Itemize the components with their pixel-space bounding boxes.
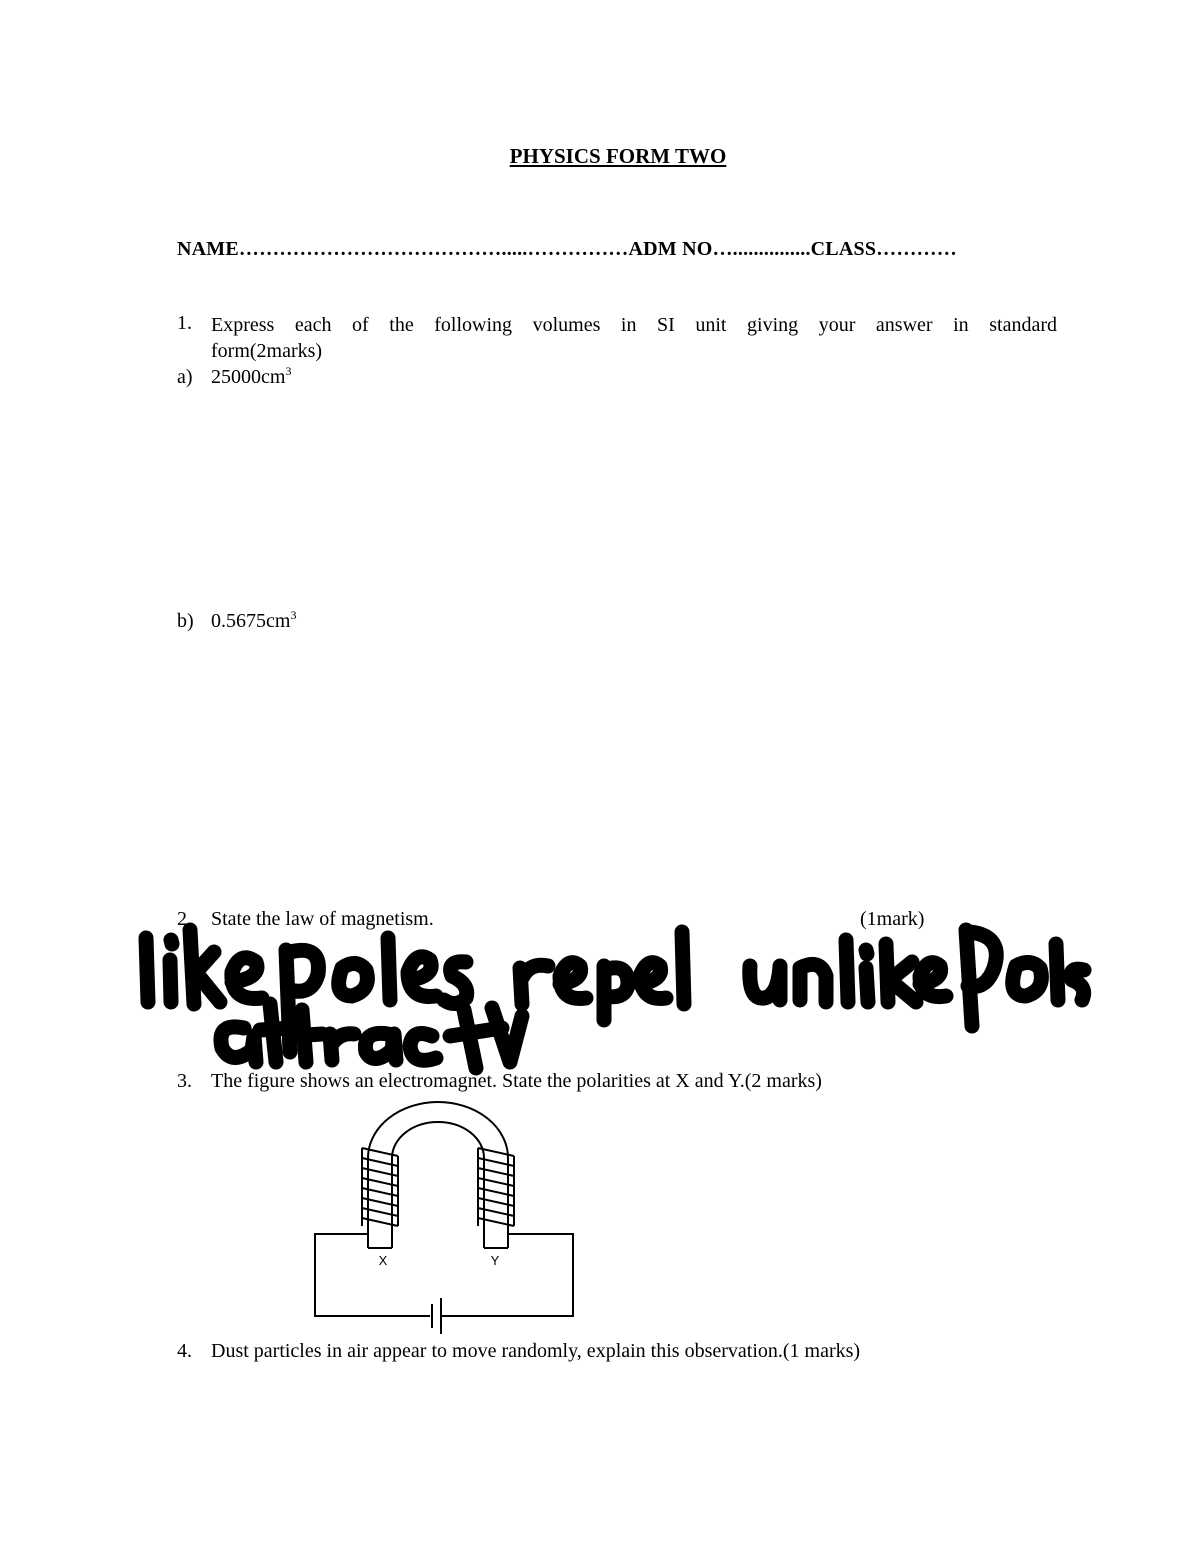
q1b-label: b) [177,610,194,632]
q1a-value-text: 25000cm [211,366,286,388]
q2-marks: (1mark) [860,908,925,930]
q3-text: The figure shows an electromagnet. State the polarities at X and Y.(2 marks) [211,1070,822,1092]
q2-number: 2. [177,908,192,930]
q1b-value-text: 0.5675cm [211,610,291,632]
q2-text: State the law of magnetism. [211,908,434,930]
pole-label-x: X [378,1253,388,1268]
pole-label-y: Y [490,1253,500,1268]
q1b-superscript: 3 [290,608,297,622]
q1-text-line2: form(2marks) [211,340,323,362]
q1a-label: a) [177,366,193,388]
q1a-superscript: 3 [285,364,292,378]
q4-text: Dust particles in air appear to move randomly, explain this observation.(1 marks) [211,1340,861,1362]
q4-number: 4. [177,1340,192,1362]
page-title: PHYSICS FORM TWO [509,144,727,168]
q3-number: 3. [177,1070,192,1092]
q1-number: 1. [177,312,192,334]
q1-text-line1: Express each of the following volumes in SI unit giving your answer in standard [211,314,1057,336]
student-details-line: NAME………………………………….....……………ADM NO…...............CLASS………… [177,238,957,260]
